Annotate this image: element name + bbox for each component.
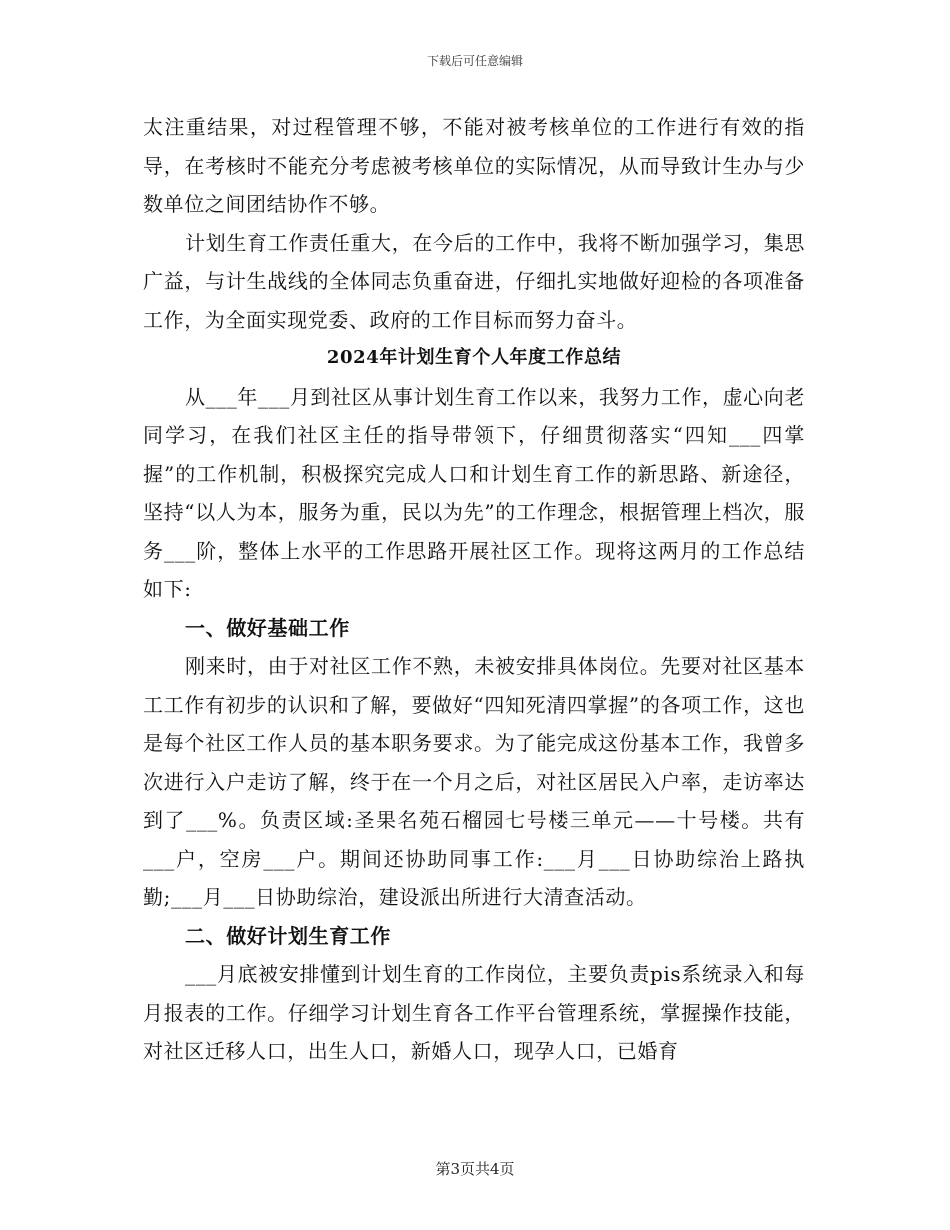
section-heading-2: 二、做好计划生育工作 <box>185 923 391 948</box>
page-footer: 第3页共4页 <box>435 1160 515 1178</box>
section-heading-1: 一、做好基础工作 <box>185 615 350 640</box>
paragraph-5: ___月底被安排懂到计划生育的工作岗位，主要负责pis系统录入和每月报表的工作。仔细学习计划生育各工作平台管理系统，掌握操作技能，对社区迁移人口，出生人口，新婚人口，现孕人口，已婚育 <box>143 962 805 1063</box>
document-title: 2024年计划生育个人年度工作总结 <box>326 347 622 368</box>
document-body <box>143 108 805 1071</box>
paragraph-2: 计划生育工作责任重大，在今后的工作中，我将不断加强学习，集思广益，与计生战线的全体同志负重奋进，仔细扎实地做好迎检的各项准备工作，为全面实现党委、政府的工作目标而努力奋斗。 <box>143 230 805 332</box>
paragraph-3: 从___年___月到社区从事计划生育工作以来，我努力工作，虚心向老同学习，在我们社区主任的指导带领下，仔细贯彻落实“四知___四掌握”的工作机制，积极探究完成人口和计划生育工作的新思路、新途径，坚持“以人为本，服务为重，民以为先”的工作理念，根据管理上档次，服务___阶，整体上水平的工作思路开展社区工作。现将这两月的工作总结如下: <box>143 384 805 601</box>
paragraph-4: 刚来时，由于对社区工作不熟，未被安排具体岗位。先要对社区基本工工作有初步的认识和了解，要做好“四知死清四掌握”的各项工作，这也是每个社区工作人员的基本职务要求。为了能完成这份基本工作，我曾多次进行入户走访了解，终于在一个月之后，对社区居民入户率，走访率达到了___%。负责区域:圣果名苑石榴园七号楼三单元——十号楼。共有___户，空房___户。期间还协助同事工作:___月___日协助综治上路执勤;___月___日协助综治，建设派出所进行大清查活动。 <box>143 654 805 909</box>
header-note: 下载后可任意编辑 <box>426 54 523 68</box>
paragraph-1: 太注重结果，对过程管理不够，不能对被考核单位的工作进行有效的指导，在考核时不能充分考虑被考核单位的实际情况，从而导致计生办与少数单位之间团结协作不够。 <box>143 115 805 216</box>
